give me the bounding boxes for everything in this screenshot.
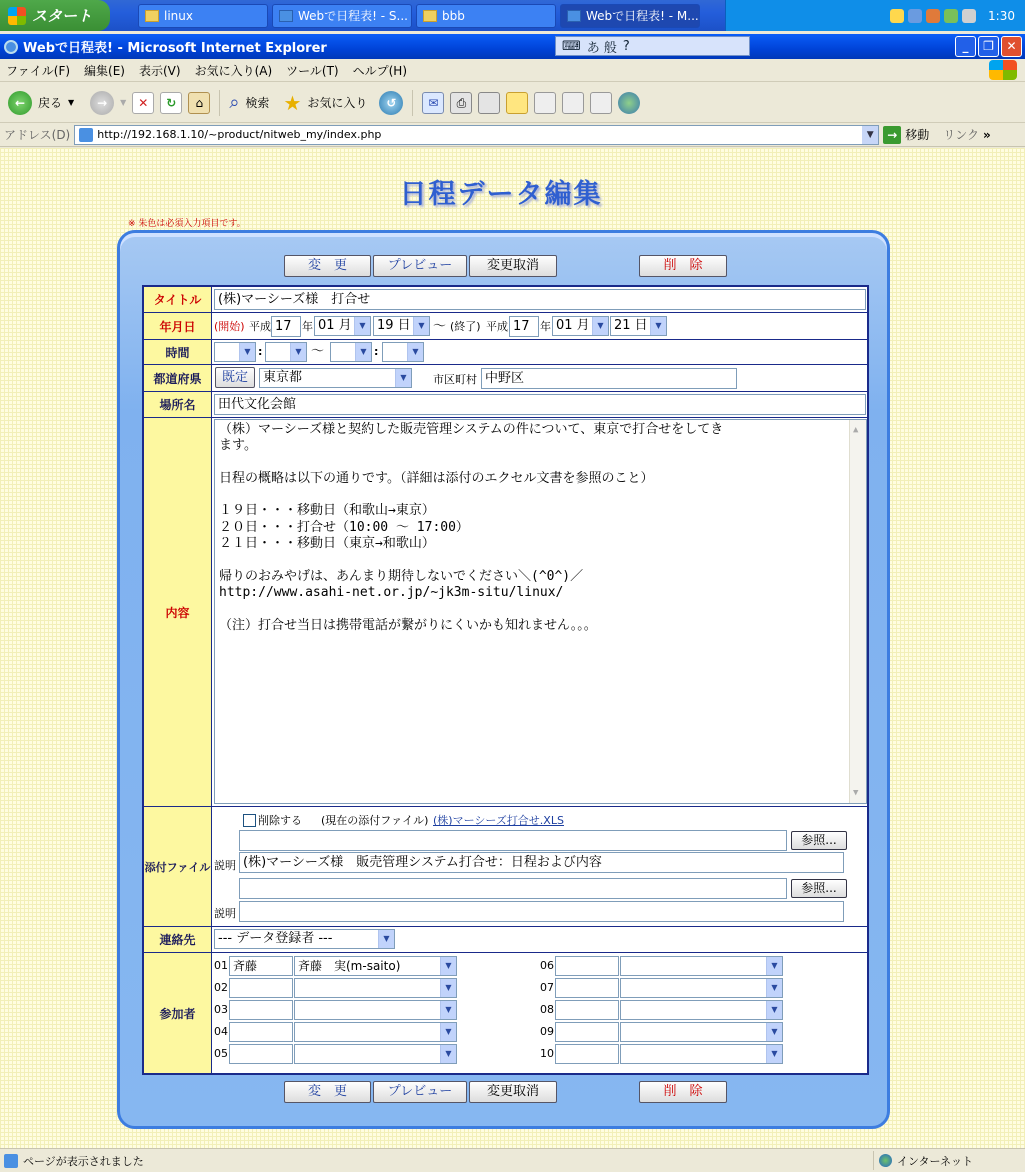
label-attachment: 添付ファイル: [144, 807, 212, 926]
search-label[interactable]: 検索: [245, 96, 270, 110]
participant-short-input[interactable]: [229, 1022, 293, 1042]
preview-button-bottom[interactable]: プレビュー: [373, 1081, 467, 1103]
start-hour-select[interactable]: [214, 342, 256, 362]
participant-short-input[interactable]: 斉藤: [229, 956, 293, 976]
content-line: [219, 552, 846, 568]
forward-dropdown-icon[interactable]: ▼: [120, 98, 127, 107]
menu-file[interactable]: ファイル(F): [6, 63, 71, 78]
window-titlebar: [0, 34, 1025, 59]
window-title: Webで日程表! - Microsoft Internet Explorer: [23, 41, 327, 56]
start-year-input[interactable]: 17: [271, 316, 301, 337]
description-label-1: 説明: [214, 859, 236, 872]
row-date: [144, 313, 867, 340]
cancel-change-button[interactable]: 変更取消: [469, 255, 557, 277]
end-year-input[interactable]: 17: [509, 316, 539, 337]
clock[interactable]: 1:30: [988, 8, 1015, 23]
address-dropdown-icon[interactable]: ▼: [862, 126, 878, 144]
back-label[interactable]: 戻る: [38, 96, 63, 110]
change-button-bottom[interactable]: 変 更: [284, 1081, 371, 1103]
year-suffix-end: 年: [540, 320, 551, 333]
task-label: bbb: [442, 8, 465, 23]
content-line: 日程の概略は以下の通りです。（詳細は添付のエクセル文書を参照のこと）: [219, 470, 654, 486]
address-input[interactable]: [74, 125, 879, 145]
participant-short-input[interactable]: [229, 1044, 293, 1064]
cancel-change-button-bottom[interactable]: 変更取消: [469, 1081, 557, 1103]
participant-select[interactable]: 斉藤 実(m-saito) ▼: [294, 956, 457, 976]
content-line: ２０日・・・打合せ（10:00 ～ 17:00）: [219, 519, 469, 535]
participant-short-input[interactable]: [555, 1022, 619, 1042]
attachment-file-input-1[interactable]: [239, 830, 787, 851]
row-time: [144, 340, 867, 365]
links-button[interactable]: リンク: [943, 128, 980, 142]
task-label: linux: [164, 8, 193, 23]
zone-label: インターネット: [897, 1154, 974, 1168]
content-line: ます。: [219, 438, 257, 454]
edit-panel: [117, 230, 890, 1129]
start-day-select[interactable]: 19 日 ▼: [373, 316, 430, 336]
mail-icon[interactable]: ✉: [422, 92, 444, 114]
back-icon[interactable]: ←: [8, 91, 32, 115]
row-content: [144, 418, 867, 807]
start-minute-select[interactable]: [265, 342, 307, 362]
time-colon-end: :: [374, 345, 379, 358]
place-input[interactable]: 田代文化会館: [214, 394, 866, 415]
page-title: 日程データ編集: [399, 179, 603, 210]
participant-short-input[interactable]: [555, 956, 619, 976]
ime-toolbar[interactable]: [555, 36, 750, 56]
ie-icon: [567, 10, 581, 22]
participant-select[interactable]: [294, 1044, 457, 1064]
description-label-2: 説明: [214, 907, 236, 920]
content-line: （株）マーシーズ様と契約した販売管理システムの件について、東京で打合せをしてき: [219, 422, 724, 437]
current-attachment-link[interactable]: (株)マーシーズ打合せ.XLS: [433, 814, 564, 827]
update-icon[interactable]: [944, 9, 958, 23]
time-colon-start: :: [258, 345, 263, 358]
participant-number: 02: [214, 981, 228, 994]
participant-number: 08: [540, 1003, 554, 1016]
status-text: ページが表示されました: [23, 1154, 144, 1168]
era-label-end: 平成: [486, 320, 508, 333]
time-tilde: ～: [311, 344, 325, 359]
taskbar: [0, 0, 1025, 31]
content-line: [219, 455, 846, 471]
menu-help[interactable]: ヘルプ(H): [352, 63, 407, 78]
stop-icon[interactable]: ✕: [132, 92, 154, 114]
start-button[interactable]: [0, 0, 110, 31]
delete-attachment-checkbox[interactable]: [243, 814, 256, 827]
participant-number: 09: [540, 1025, 554, 1038]
menu-bar: [0, 59, 1025, 82]
ime-mode: あ 般: [586, 40, 617, 56]
taskbar-item-linux[interactable]: [138, 4, 268, 28]
era-label-start: 平成: [249, 320, 271, 333]
restore-button[interactable]: ❐: [978, 36, 999, 57]
page-icon-1[interactable]: [534, 92, 556, 114]
end-month-select[interactable]: 01 月 ▼: [552, 316, 609, 336]
forward-icon[interactable]: →: [90, 91, 114, 115]
status-bar: [0, 1148, 1025, 1172]
content-line: １９日・・・移動日（和歌山→東京）: [219, 503, 435, 519]
taskbar-item-ie-2[interactable]: [560, 4, 700, 28]
row-attachment: [144, 807, 867, 927]
prefecture-select[interactable]: 東京都 ▼: [259, 368, 412, 388]
task-label: Webで日程表! - S...: [298, 9, 408, 23]
required-note: ※ 朱色は必須入力項目です。: [128, 219, 246, 229]
toolbar: [0, 83, 1025, 123]
close-button[interactable]: ✕: [1001, 36, 1022, 57]
end-day-select[interactable]: 21 日 ▼: [610, 316, 667, 336]
label-time: 時間: [144, 340, 212, 364]
participant-number: 07: [540, 981, 554, 994]
content-line: ２１日・・・移動日（東京→和歌山）: [219, 536, 435, 552]
bottom-button-row: [120, 1081, 893, 1105]
delete-button[interactable]: 削 除: [639, 255, 727, 277]
task-label: Webで日程表! - M...: [586, 9, 699, 23]
search-icon[interactable]: ⌕: [229, 92, 240, 113]
menu-tools[interactable]: ツール(T): [286, 63, 339, 78]
note-icon[interactable]: [506, 92, 528, 114]
delete-attachment-label: 削除する: [258, 814, 302, 827]
menu-favorites[interactable]: お気に入り(A): [194, 63, 273, 78]
date-tilde: ～: [433, 319, 447, 334]
participant-number: 03: [214, 1003, 228, 1016]
chevron-right-icon[interactable]: »: [983, 127, 991, 142]
toolbar-separator: [219, 90, 220, 116]
go-button[interactable]: [883, 126, 929, 144]
participant-select[interactable]: [620, 1022, 783, 1042]
favorites-star-icon[interactable]: ★: [283, 90, 302, 115]
delete-button-bottom[interactable]: 削 除: [639, 1081, 727, 1103]
history-icon[interactable]: ↺: [379, 91, 403, 115]
content-line: （注）打合せ当日は携帯電話が繋がりにくいかも知れません。。。: [219, 617, 597, 633]
edit-icon[interactable]: [478, 92, 500, 114]
row-title: [144, 287, 867, 313]
end-minute-select[interactable]: [382, 342, 424, 362]
page-content: [0, 148, 1025, 1148]
go-label: 移動: [905, 128, 930, 142]
row-prefecture: [144, 365, 867, 392]
security-zone: [873, 1151, 1021, 1170]
year-suffix-start: 年: [302, 320, 313, 333]
display-icon[interactable]: [962, 9, 976, 23]
content-textarea[interactable]: [214, 419, 867, 804]
edit-form: [142, 285, 869, 1075]
taskbar-item-bbb[interactable]: [416, 4, 556, 28]
home-icon[interactable]: ⌂: [188, 92, 210, 114]
go-arrow-icon: →: [883, 126, 901, 144]
page-icon-3[interactable]: [590, 92, 612, 114]
participant-short-input[interactable]: [555, 978, 619, 998]
row-place: [144, 392, 867, 418]
row-participants: [144, 953, 867, 1073]
windows-logo-icon: [989, 60, 1017, 80]
content-line: http://www.asahi-net.or.jp/~jk3m-situ/linux/: [219, 584, 564, 600]
ie-icon: [279, 10, 293, 22]
default-prefecture-button[interactable]: 既定: [215, 367, 255, 388]
help-icon: ?: [622, 38, 630, 54]
current-attachment-label: (現在の添付ファイル): [321, 814, 429, 827]
label-date: 年月日: [144, 313, 212, 339]
preview-button[interactable]: プレビュー: [373, 255, 467, 277]
windows-flag-icon: [8, 7, 26, 25]
participant-number: 04: [214, 1025, 228, 1038]
content-scrollbar[interactable]: [849, 420, 866, 803]
participant-number: 05: [214, 1047, 228, 1060]
address-bar: [0, 123, 1025, 147]
menu-view[interactable]: 表示(V): [138, 63, 181, 78]
content-line: [219, 487, 846, 503]
label-participants: 参加者: [144, 953, 212, 1073]
start-label: (開始): [214, 320, 245, 333]
favorites-label[interactable]: お気に入り: [307, 96, 368, 110]
participant-number: 10: [540, 1047, 554, 1060]
folder-icon: [423, 10, 437, 22]
address-url: http://192.168.1.10/~product/nitweb_my/index.php: [97, 128, 382, 141]
back-dropdown-icon[interactable]: ▼: [68, 98, 75, 107]
start-month-select[interactable]: 01 月 ▼: [314, 316, 371, 336]
title-input[interactable]: (株)マーシーズ様 打合せ: [214, 289, 866, 310]
toolbar-separator: [412, 90, 413, 116]
page-icon: [79, 128, 93, 142]
content-line: 帰りのおみやげは、あんまり期待しないでください＼(^0^)／: [219, 568, 584, 584]
participant-short-input[interactable]: [229, 978, 293, 998]
city-label: 市区町村: [433, 373, 477, 386]
label-content: 内容: [144, 418, 212, 806]
city-input[interactable]: 中野区: [481, 368, 737, 389]
label-title: タイトル: [144, 287, 212, 312]
shield-icon[interactable]: [890, 9, 904, 23]
print-icon[interactable]: ⎙: [450, 92, 472, 114]
system-tray: [725, 0, 1025, 31]
start-label: スタート: [32, 7, 93, 25]
participant-number: 01: [214, 959, 228, 972]
participant-select[interactable]: [620, 1044, 783, 1064]
participant-select[interactable]: [294, 1000, 457, 1020]
participant-short-input[interactable]: [555, 1044, 619, 1064]
browse-button-1[interactable]: 参照...: [791, 831, 847, 850]
participant-select[interactable]: [294, 978, 457, 998]
volume-icon[interactable]: [926, 9, 940, 23]
refresh-icon[interactable]: ↻: [160, 92, 182, 114]
browse-button-2[interactable]: 参照...: [791, 879, 847, 898]
messenger-icon[interactable]: [618, 92, 640, 114]
participant-select[interactable]: [620, 978, 783, 998]
participant-short-input[interactable]: [555, 1000, 619, 1020]
attachment-description-1[interactable]: (株)マーシーズ様 販売管理システム打合せ：日程および内容: [239, 852, 844, 873]
row-contact: [144, 927, 867, 953]
participant-number: 06: [540, 959, 554, 972]
label-place: 場所名: [144, 392, 212, 417]
attachment-description-2[interactable]: [239, 901, 844, 922]
address-label: アドレス(D): [4, 128, 71, 142]
folder-icon: [145, 10, 159, 22]
content-line: [219, 601, 846, 617]
label-prefecture: 都道府県: [144, 365, 212, 391]
keyboard-icon: ⌨: [562, 38, 581, 54]
ie-icon: [4, 40, 18, 54]
participant-select[interactable]: [620, 956, 783, 976]
page-icon: [4, 1154, 18, 1168]
network-icon[interactable]: [908, 9, 922, 23]
end-label: (終了): [450, 320, 481, 333]
globe-icon: [879, 1154, 892, 1167]
participant-select[interactable]: [294, 1022, 457, 1042]
page-icon-2[interactable]: [562, 92, 584, 114]
top-button-row: [120, 255, 893, 279]
minimize-button[interactable]: _: [955, 36, 976, 57]
taskbar-item-ie-1[interactable]: [272, 4, 412, 28]
end-hour-select[interactable]: [330, 342, 372, 362]
participant-short-input[interactable]: [229, 1000, 293, 1020]
participant-select[interactable]: [620, 1000, 783, 1020]
contact-select[interactable]: --- データ登録者 --- ▼: [214, 929, 395, 949]
label-contact: 連絡先: [144, 927, 212, 952]
attachment-file-input-2[interactable]: [239, 878, 787, 899]
menu-edit[interactable]: 編集(E): [84, 63, 125, 78]
change-button[interactable]: 変 更: [284, 255, 371, 277]
